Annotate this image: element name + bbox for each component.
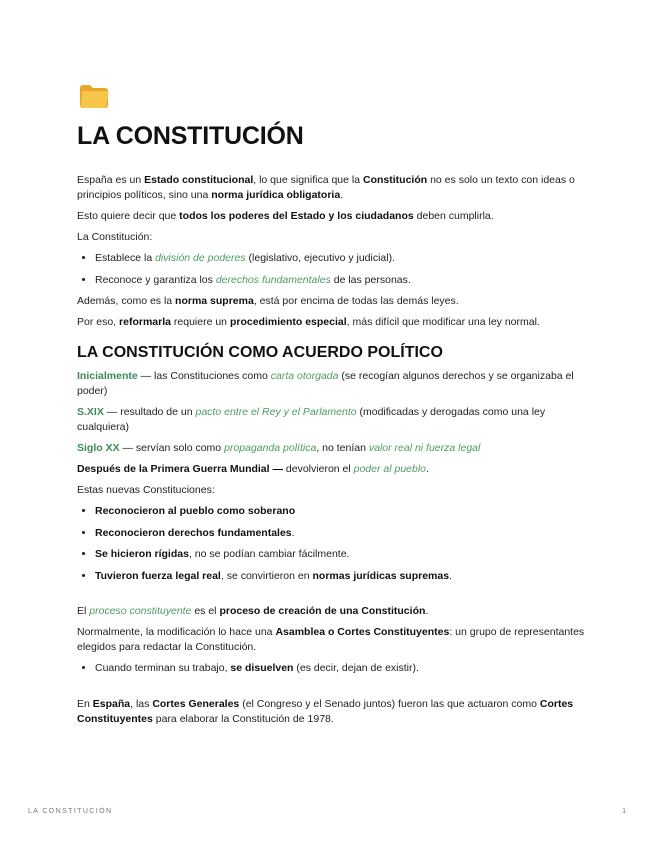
list-item: • Reconocieron derechos fundamentales. <box>95 526 587 541</box>
history-paragraph-2: S.XIX — resultado de un pacto entre el Rey y el Parlamento (modificadas y derogadas como una ley cualquiera) <box>77 406 546 433</box>
list-item: • Reconoce y garantiza los derechos fundamentales de las personas. <box>95 273 587 288</box>
list-item: • Reconocieron al pueblo como soberano <box>95 504 587 519</box>
history-paragraph-5: Estas nuevas Constituciones: <box>77 484 215 496</box>
intro-paragraph-1: España es un Estado constitucional, lo que significa que la Constitución no es solo un texto con ideas o principios políticos, sino una norma jurídica obligatoria. <box>77 174 575 201</box>
history-paragraph-1: Inicialmente — las Constituciones como carta otorgada (se recogían algunos derechos y se organizaba el poder) <box>77 370 574 397</box>
footer-title: LA CONSTITUCIÓN <box>28 808 113 815</box>
spacer <box>77 683 587 697</box>
process-paragraph-1: El proceso constituyente es el proceso de creación de una Constitución. <box>77 605 429 617</box>
page-title: LA CONSTITUCIÓN <box>77 122 304 150</box>
list-item: • Se hicieron rígidas, no se podían cambiar fácilmente. <box>95 547 587 562</box>
folder-icon <box>78 80 110 110</box>
process-list <box>77 661 587 676</box>
list-item: • Tuvieron fuerza legal real, se convirtieron en normas jurídicas supremas. <box>95 569 587 584</box>
process-paragraph-2: Normalmente, la modificación lo hace una Asamblea o Cortes Constituyentes: un grupo de representantes elegidos para redactar la Constitución. <box>77 626 585 653</box>
intro-paragraph-2: Esto quiere decir que todos los poderes del Estado y los ciudadanos deben cumplirla. <box>77 210 494 222</box>
history-list <box>77 504 587 584</box>
list-item: • Establece la división de poderes (legislativo, ejecutivo y judicial). <box>95 251 587 266</box>
intro-paragraph-4: Además, como es la norma suprema, está por encima de todas las demás leyes. <box>77 295 459 307</box>
history-paragraph-3: Siglo XX — servían solo como propaganda política, no tenían valor real ni fuerza legal <box>77 442 481 454</box>
process-paragraph-3: En España, las Cortes Generales (el Congreso y el Senado juntos) fueron las que actuaron como Cortes Constituyentes para elaborar la Constitución de 1978. <box>77 697 574 725</box>
spacer <box>77 590 587 604</box>
list-item: • Cuando terminan su trabajo, se disuelven (es decir, dejan de existir). <box>95 661 587 676</box>
document-page <box>77 80 587 733</box>
history-paragraph-4: Después de la Primera Guerra Mundial — devolvieron el poder al pueblo. <box>77 463 429 475</box>
intro-paragraph-5: Por eso, reformarla requiere un procedimiento especial, más difícil que modificar una ley normal. <box>77 316 540 328</box>
intro-paragraph-3: La Constitución: <box>77 231 153 243</box>
page-number: 1 <box>622 808 626 815</box>
section-heading: LA CONSTITUCIÓN COMO ACUERDO POLÍTICO <box>77 344 443 361</box>
intro-list <box>77 251 587 288</box>
